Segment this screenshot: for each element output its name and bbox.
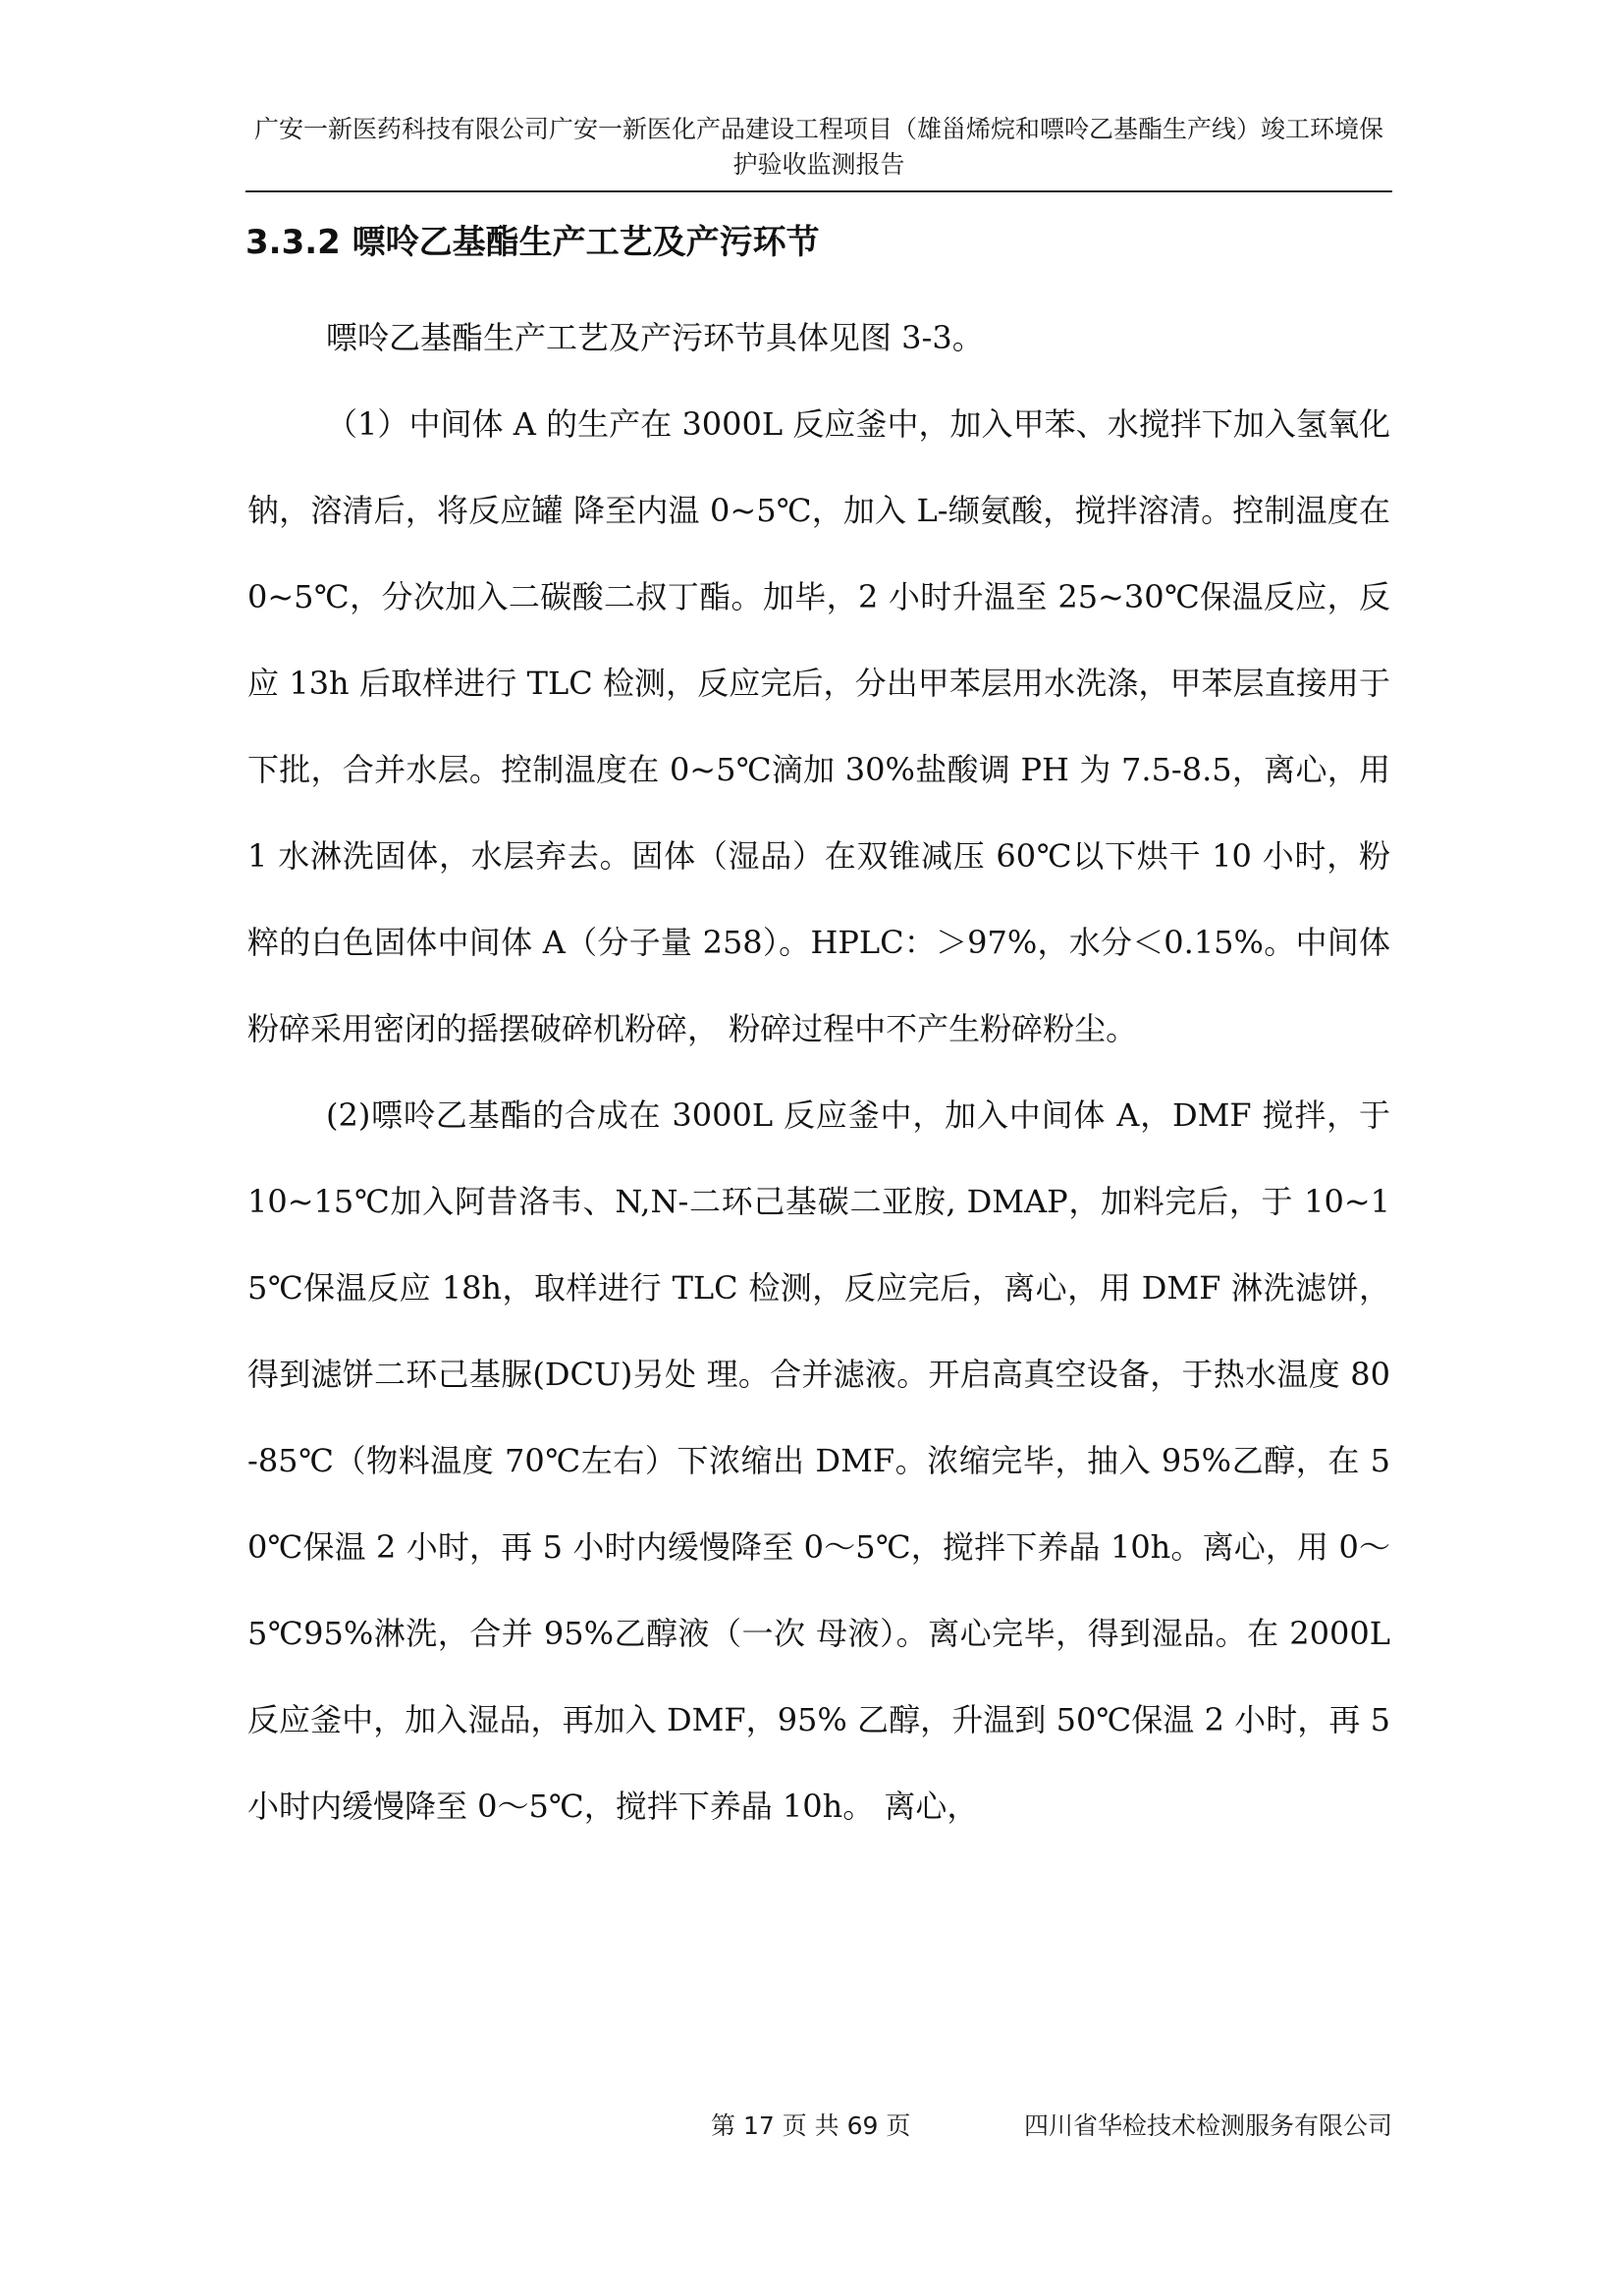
page-number: 第 17 页 共 69 页: [711, 2111, 911, 2140]
paragraph-step-1: （1）中间体 A 的生产在 3000L 反应釜中，加入甲苯、水搅拌下加入氢氧化钠，溶清后，将反应罐 降至内温 0~5℃，加入 L-缬氨酸，搅拌溶清。控制温度在 0~5℃，分次加入二碳酸二叔丁酯。加毕，2 小时升温至 25~30℃保温反应，反应 13h 后取样进行 TLC 检测，反应完后，分出甲苯层用水洗涤，甲苯层直接用于下批，合并水层。控制温度在 0~5℃滴加 30%盐酸调 PH 为 7.5-8.5，离心，用 1 水淋洗固体，水层弃去。固体（湿品）在双锥减压 60℃以下烘干 10 小时，粉粹的白色固体中间体 A（分子量 258）。HPLC：＞97%，水分＜0.15%。中间体粉碎采用密闭的摇摆破碎机粉碎， 粉碎过程中不产生粉碎粉尘。: [247, 405, 1390, 1047]
section-heading: 3.3.2 嘌呤乙基酯生产工艺及产污环节: [245, 223, 820, 262]
paragraph-intro: 嘌呤乙基酯生产工艺及产污环节具体见图 3-3。: [326, 319, 984, 356]
page-header: 广安一新医药科技有限公司广安一新医化产品建设工程项目（雄甾烯烷和嘌呤乙基酯生产线）竣工环境保护验收监测报告: [253, 115, 1383, 179]
header-divider: [245, 190, 1392, 192]
paragraph-step-2: (2)嘌呤乙基酯的合成在 3000L 反应釜中，加入中间体 A，DMF 搅拌，于 10~15℃加入阿昔洛韦、N,N-二环己基碳二亚胺, DMAP，加料完后，于 10~15℃保温反应 18h，取样进行 TLC 检测，反应完后，离心，用 DMF 淋洗滤饼，得到滤饼二环己基脲(DCU)另处 理。合并滤液。开启高真空设备，于热水温度 80-85℃（物料温度 70℃左右）下浓缩出 DMF。浓缩完毕，抽入 95%乙醇，在 50℃保温 2 小时，再 5 小时内缓慢降至 0～5℃，搅拌下养晶 10h。离心，用 0～5℃95%淋洗，合并 95%乙醇液（一次 母液）。离心完毕，得到湿品。在 2000L 反应釜中，加入湿品，再加入 DMF，95% 乙醇，升温到 50℃保温 2 小时，再 5 小时内缓慢降至 0～5℃，搅拌下养晶 10h。 离心，: [247, 1096, 1390, 1825]
footer-company: 四川省华检技术检测服务有限公司: [1023, 2111, 1392, 2140]
body-text: [247, 294, 1390, 1849]
